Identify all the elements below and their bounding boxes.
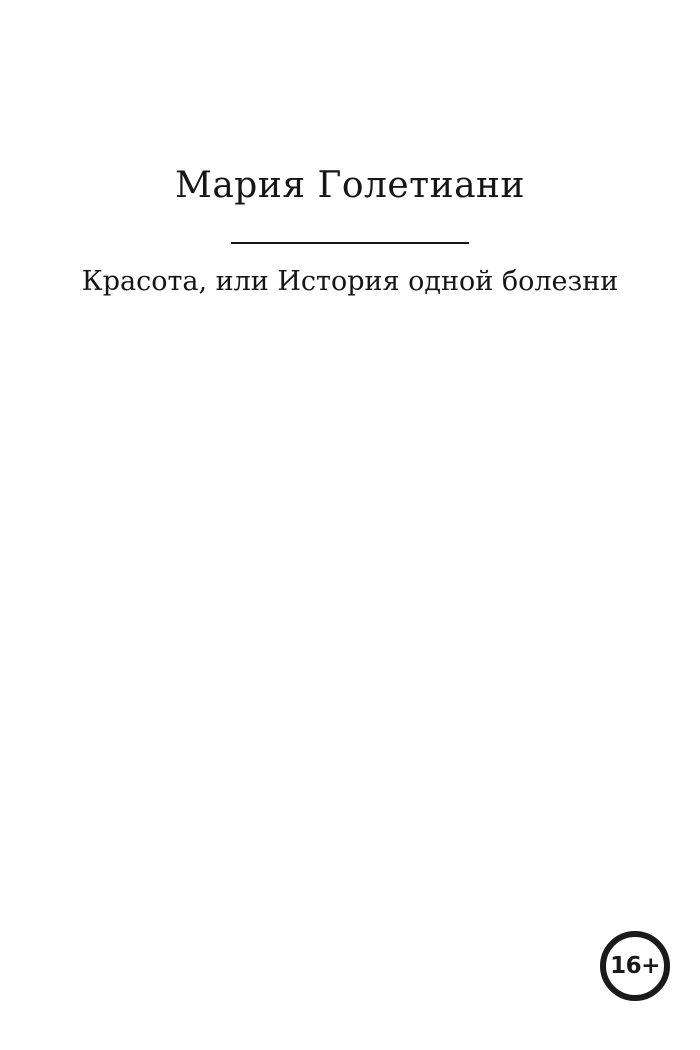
book-title: Красота, или История одной болезни — [81, 266, 619, 297]
title-divider — [231, 242, 469, 244]
age-rating-badge — [600, 931, 670, 1001]
age-rating-label: 16+ — [610, 953, 660, 979]
author-name: Мария Голетиани — [174, 165, 526, 206]
